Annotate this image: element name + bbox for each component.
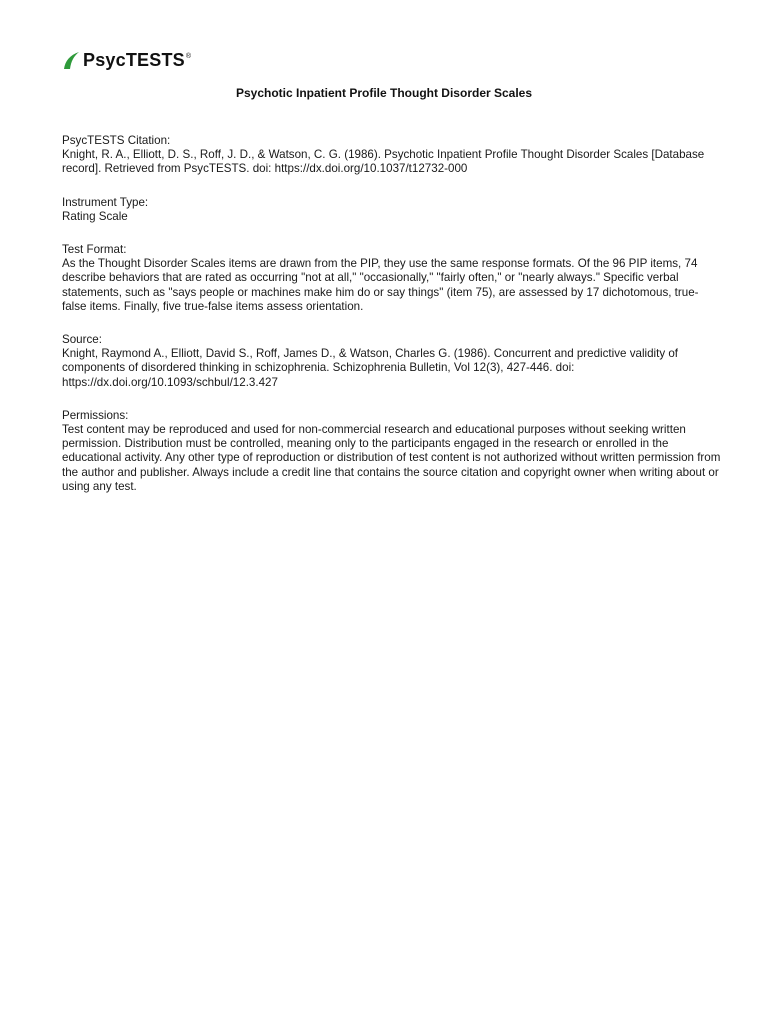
- section-label: Test Format:: [62, 243, 127, 257]
- instrument-type-section: [62, 196, 722, 224]
- source-section: [62, 333, 722, 390]
- leaf-icon: [62, 50, 82, 70]
- section-body: Rating Scale: [62, 209, 128, 223]
- section-label: Source:: [62, 333, 102, 347]
- logo-text: PsycTESTS: [83, 50, 185, 70]
- section-body: As the Thought Disorder Scales items are drawn from the PIP, they use the same response formats. Of the 96 PIP items, 74 describe behaviors that are rated as occurring "not at all," "occasionally," "fairly often," or "nearly always." Specific verbal statements, such as "says people or machines make him do or say things" (item 75), are assessed by 17 dichotomous, true-false items. Finally, five true-false items assess orientation.: [62, 257, 699, 313]
- document-title: Psychotic Inpatient Profile Thought Disorder Scales: [235, 86, 533, 100]
- section-body: Knight, R. A., Elliott, D. S., Roff, J. D., & Watson, C. G. (1986). Psychotic Inpatient Profile Thought Disorder Scales [Database record]. Retrieved from PsycTESTS. doi: https://dx.doi.org/10.1037/t12732-000: [62, 148, 705, 176]
- section-label: PsycTESTS Citation:: [62, 134, 171, 147]
- section-body: Knight, Raymond A., Elliott, David S., Roff, James D., & Watson, Charles G. (1986). Concurrent and predictive validity of components of disordered thinking in schizophrenia. Schizophrenia Bulletin, Vol 12(3), 427-446. doi: https://dx.doi.org/10.1093/schbul/12.3.427: [62, 347, 679, 389]
- section-label: Permissions:: [62, 408, 129, 422]
- document-content: [62, 134, 722, 513]
- section-label: Instrument Type:: [62, 195, 149, 209]
- section-body: Test content may be reproduced and used for non-commercial research and educational purposes without seeking written permission. Distribution must be controlled, meaning only to the participants engaged in the research or enrolled in the educational activity. Any other type of reproduction or distribution of test content is not authorized without written permission from the author and publisher. Always include a credit line that contains the source citation and copyright owner when writing about or using any test.: [62, 423, 721, 493]
- test-format-section: [62, 243, 722, 314]
- registered-mark: ®: [185, 52, 192, 60]
- permissions-section: [62, 409, 722, 494]
- psyctests-logo: [62, 48, 191, 72]
- citation-section: [62, 134, 722, 177]
